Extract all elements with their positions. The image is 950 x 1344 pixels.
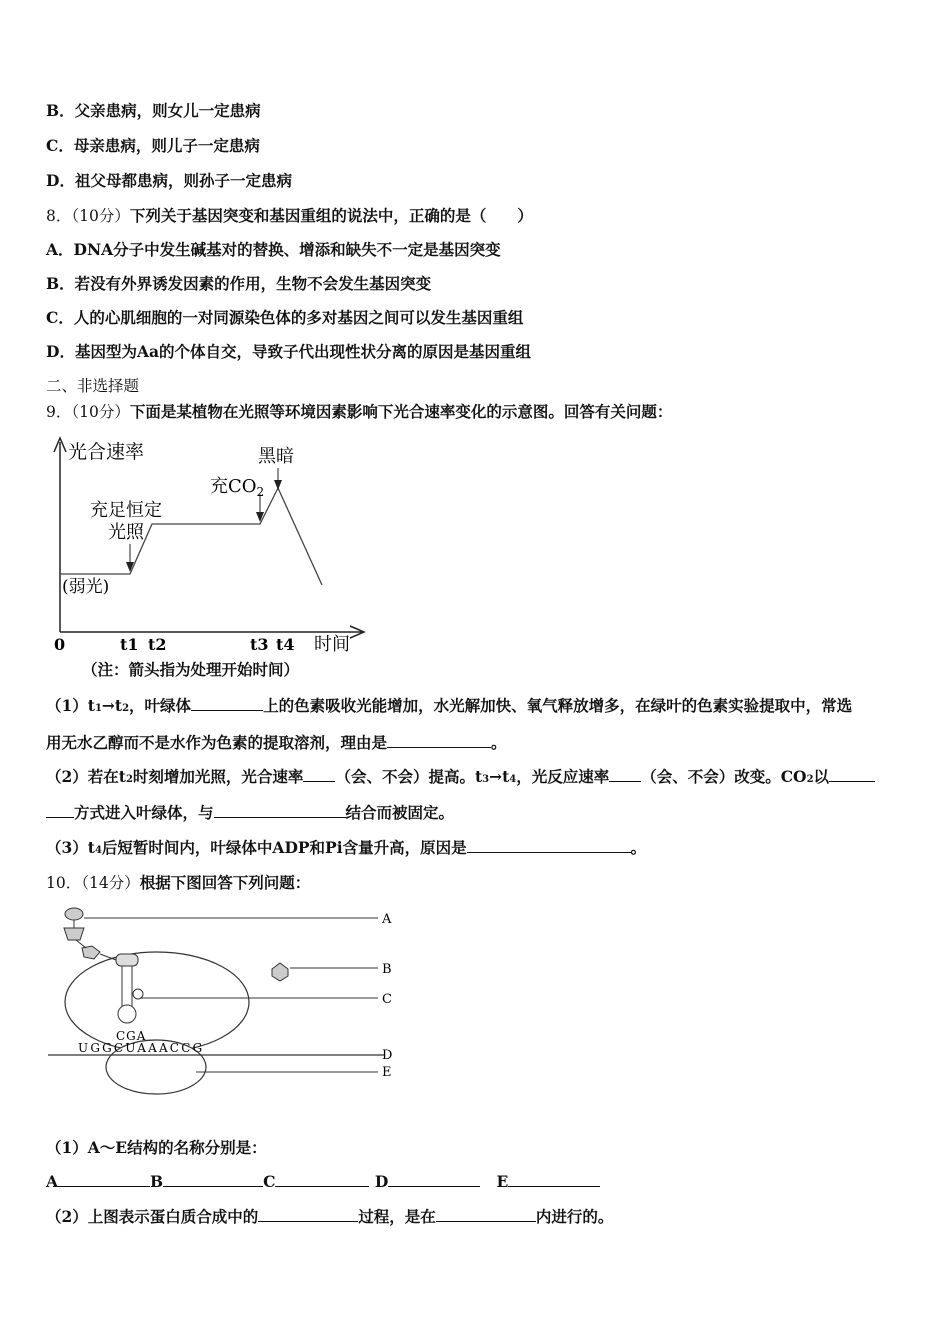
section-heading: 二、非选择题 [46, 377, 140, 395]
mrna-sequence-text: UGGCUAAACCG [78, 1041, 205, 1055]
q9-p1-c: 上的色素吸收光能增加，水光解加快、氧气释放增多，在绿叶的色素实验提取中，常选 [263, 696, 853, 715]
diagram-label-e: E [382, 1065, 392, 1080]
trna-top-icon [116, 954, 138, 966]
q9-p1-blank-2[interactable] [387, 733, 491, 748]
ribosome-large-subunit [65, 952, 249, 1052]
amino-acid-3-icon [82, 946, 100, 959]
q9-p2-blank-3-cont[interactable] [46, 803, 74, 818]
q9-p2-blank-3[interactable] [829, 767, 875, 782]
q10-blank-label-e: E [496, 1172, 509, 1191]
q9-p2-e: ，光反应速率 [516, 767, 610, 786]
weak-light-label: (弱光) [62, 577, 110, 597]
q9-p2-c: （会、不会）提高。t [335, 767, 483, 786]
graph-x-label: 时间 [314, 634, 350, 655]
q10-part2 [46, 1207, 613, 1227]
q10-p2-a: （2）上图表示蛋白质合成中的 [46, 1207, 259, 1226]
q9-part3 [46, 838, 646, 861]
q10-p2-b: 过程，是在 [358, 1207, 436, 1226]
q9-p1-d: 用无水乙醇而不是水作为色素的提取溶剂，理由是 [46, 733, 388, 752]
photosynthesis-rate-graph [40, 432, 380, 660]
q9-p3-a: （3）t [46, 838, 95, 857]
q8-stem [46, 206, 533, 226]
q10-blank-b[interactable] [163, 1172, 263, 1187]
q10-p2-c: 内进行的。 [535, 1207, 614, 1226]
q10-stem [46, 873, 310, 893]
q8-stem-text: 下列关于基因突变和基因重组的说法中，正确的是（ ） [129, 206, 533, 225]
dark-arrow-head-icon [274, 480, 282, 490]
q9-p2-b: 时刻增加光照，光合速率 [132, 767, 304, 786]
q9-p2-sub4: 2 [806, 774, 814, 785]
q9-p1-sub2: 2 [122, 703, 130, 714]
amino-acid-2-icon [64, 928, 84, 940]
q10-blank-label-b: B [150, 1172, 164, 1191]
q8-option-c: C．人的心肌细胞的一对同源染色体的多对基因之间可以发生基因重组 [46, 308, 524, 327]
q9-p3-blank[interactable] [467, 838, 631, 853]
q10-blank-a[interactable] [58, 1172, 150, 1187]
q9-p2-f: （会、不会）改变。CO [641, 767, 807, 786]
q9-number: 9．（10分） [46, 403, 130, 421]
q9-p1-e: 。 [491, 733, 507, 752]
q7-option-b: B．父亲患病，则女儿一定患病 [46, 101, 261, 120]
q9-part2-line2 [46, 803, 454, 823]
tick-t4: t4 [276, 635, 295, 654]
peptide-bond-2 [76, 940, 86, 948]
co2-label [210, 476, 264, 499]
q9-p2-sub3: 4 [509, 774, 517, 785]
q9-p2-blank-1[interactable] [303, 767, 335, 782]
q8-option-a: A．DNA分子中发生碱基对的替换、增添和缺失不一定是基因突变 [46, 240, 501, 259]
q9-part2-line1 [46, 767, 875, 790]
q9-part1-line1 [46, 696, 852, 719]
q10-part1: （1）A～E结构的名称分别是： [46, 1138, 267, 1157]
q9-p3-sub1: 4 [94, 845, 102, 856]
co2-label-text: 充CO [210, 476, 257, 497]
q9-p2-a: （2）若在t [46, 767, 126, 786]
q7-option-d: D．祖父母都患病，则孙子一定患病 [46, 171, 292, 190]
q10-blank-d[interactable] [388, 1172, 480, 1187]
tick-t3: t3 [250, 635, 269, 654]
q9-p1-arrow: →t [101, 696, 123, 715]
q9-p3-c: 。 [630, 838, 647, 857]
q9-p3-b: 后短暂时间内，叶绿体中ADP和Pi含量升高，原因是 [101, 838, 467, 857]
q8-option-b: B．若没有外界诱发因素的作用，生物不会发生基因突变 [46, 274, 432, 293]
q9-stem [46, 402, 672, 422]
q9-p1-b: ，叶绿体 [129, 696, 192, 715]
tick-t1: t1 [120, 635, 139, 654]
diagram-label-d: D [382, 1048, 393, 1063]
q7-option-c: C．母亲患病，则儿子一定患病 [46, 136, 260, 155]
graph-origin: 0 [54, 635, 66, 654]
diagram-label-c: C [382, 992, 392, 1007]
q9-p2-blank-2[interactable] [609, 767, 641, 782]
q8-number: 8．（10分） [46, 207, 130, 225]
graph-y-label: 光合速率 [68, 441, 145, 463]
trna-anticodon-loop [118, 1005, 136, 1023]
q10-p2-blank-2[interactable] [436, 1207, 536, 1222]
anticodon-text: CGA [116, 1029, 147, 1043]
co2-label-sub: 2 [256, 485, 265, 499]
q9-p2-d: →t [489, 767, 510, 786]
q10-blanks [46, 1172, 600, 1192]
q9-p2-g: 以 [813, 767, 830, 786]
q9-p2-h: 方式进入叶绿体，与 [74, 803, 214, 822]
trna-stem [122, 966, 132, 1008]
tick-t2: t2 [148, 635, 167, 654]
diagram-label-b: B [382, 962, 392, 977]
q9-p1-sub1: 1 [94, 703, 102, 714]
q9-graph-note: （注：箭头指为处理开始时间） [82, 660, 300, 679]
q9-p2-i: 结合而被固定。 [345, 803, 455, 822]
q9-p2-sub1: 2 [125, 774, 133, 785]
translation-diagram [44, 902, 404, 1102]
q9-p1-a: （1）t [46, 696, 95, 715]
q10-p2-blank-1[interactable] [258, 1207, 358, 1222]
q9-part1-line2 [46, 733, 507, 753]
light-label-line1: 充足恒定 [90, 500, 162, 521]
q9-stem-text: 下面是某植物在光照等环境因素影响下光合速率变化的示意图。回答有关问题： [129, 402, 673, 421]
diagram-label-a: A [382, 912, 392, 927]
q10-blank-c[interactable] [275, 1172, 369, 1187]
q10-number: 10．（14分） [46, 874, 140, 892]
free-amino-acid-icon [272, 963, 288, 981]
q9-p2-sub2: 3 [482, 774, 490, 785]
q9-p2-blank-4[interactable] [214, 803, 346, 818]
amino-acid-1-icon [65, 908, 83, 920]
q10-stem-text: 根据下图回答下列问题： [139, 873, 311, 892]
q8-option-d: D．基因型为Aa的个体自交，导致子代出现性状分离的原因是基因重组 [46, 342, 532, 361]
dark-label: 黑暗 [258, 446, 294, 467]
q10-blank-e[interactable] [508, 1172, 600, 1187]
q10-blank-label-d: D [374, 1172, 389, 1191]
light-label-line2: 光照 [108, 522, 144, 543]
q10-blank-label-c: C [263, 1172, 276, 1191]
q9-p1-blank-1[interactable] [191, 696, 263, 711]
q10-blank-label-a: A [46, 1172, 59, 1191]
